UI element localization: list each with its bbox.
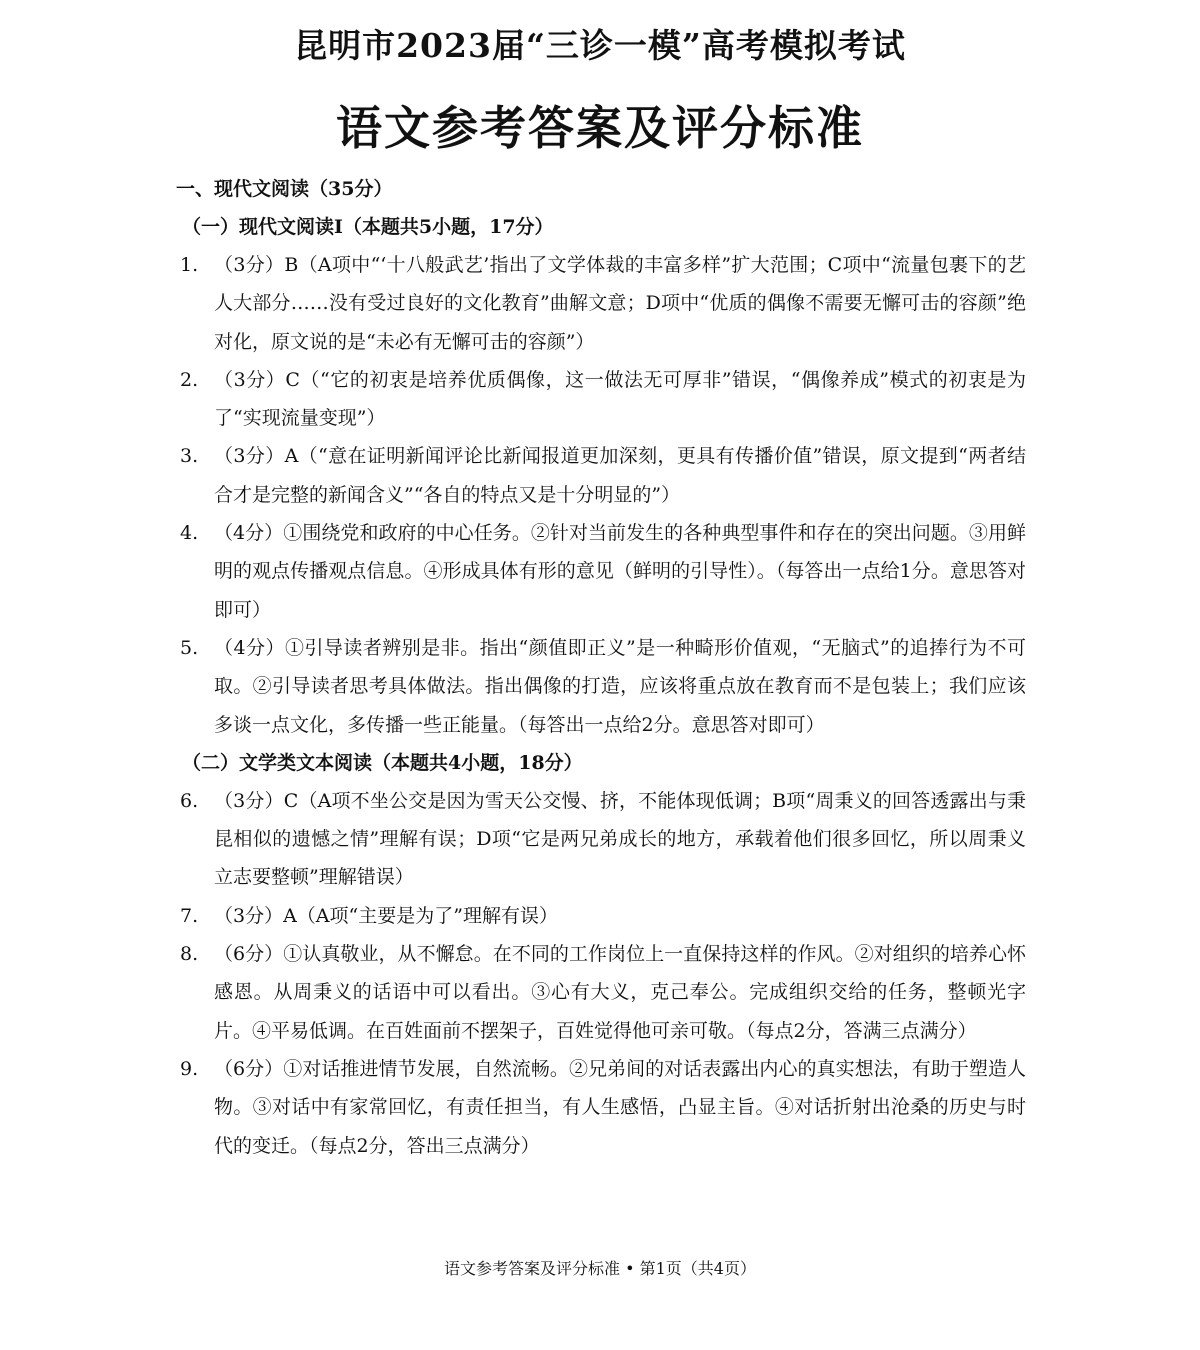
item-number: 8. (180, 943, 199, 966)
item-text: （3分）C（“它的初衷是培养优质偶像，这一做法无可厚非”错误，“偶像养成”模式的初衷是为了“实现流量变现”） (214, 368, 1026, 430)
subsection-heading: （二）文学类文本阅读（本题共4小题，18分） (182, 751, 583, 774)
item-number: 7. (180, 904, 199, 927)
answer-content (176, 170, 1026, 1165)
answer-item (176, 629, 1026, 744)
item-text: （3分）A（“意在证明新闻评论比新闻报道更加深刻，更具有传播价值”错误，原文提到“两者结合才是完整的新闻含义”“各自的特点又是十分明显的”） (214, 445, 1026, 506)
item-number: 3. (180, 445, 199, 468)
answer-item (176, 361, 1026, 438)
item-text: （3分）B（A项中“‘十八般武艺’指出了文学体裁的丰富多样”扩大范围；C项中“流量包裹下的艺人大部分……没有受过良好的文化教育”曲解文意；D项中“优质的偶像不需要无懈可击的容颜”绝对化，原文说的是“未必有无懈可击的容颜”） (214, 254, 1026, 353)
item-number: 1. (180, 254, 199, 276)
answer-item (176, 1050, 1026, 1165)
answer-item (176, 514, 1026, 629)
item-number: 2. (180, 368, 199, 391)
item-text: （4分）①围绕党和政府的中心任务。②针对当前发生的各种典型事件和存在的突出问题。③用鲜明的观点传播观点信息。④形成具体有形的意见（鲜明的引导性）。（每答出一点给1分。意思答对即可） (214, 522, 1026, 621)
item-number: 6. (180, 789, 199, 812)
answer-item (176, 782, 1026, 897)
section-heading: 一、现代文阅读（35分） (176, 178, 393, 200)
item-number: 4. (180, 522, 199, 545)
item-text: （6分）①对话推进情节发展，自然流畅。②兄弟间的对话表露出内心的真实想法，有助于塑造人物。③对话中有家常回忆，有责任担当，有人生感悟，凸显主旨。④对话折射出沧桑的历史与时代的变迁。（每点2分，答出三点满分） (214, 1057, 1026, 1157)
item-text: （6分）①认真敬业，从不懈怠。在不同的工作岗位上一直保持这样的作风。②对组织的培养心怀感恩。从周秉义的话语中可以看出。③心有大义，克己奉公。完成组织交给的任务，整顿光字片。④平易低调。在百姓面前不摆架子，百姓觉得他可亲可敬。（每点2分，答满三点满分） (214, 943, 1026, 1042)
item-text: （4分）①引导读者辨别是非。指出“颜值即正义”是一种畸形价值观，“无脑式”的追捧行为不可取。②引导读者思考具体做法。指出偶像的打造，应该将重点放在教育而不是包装上；我们应该多谈一点文化，多传播一些正能量。（每答出一点给2分。意思答对即可） (214, 636, 1026, 736)
answer-item (176, 935, 1026, 1050)
answer-list-part2 (176, 782, 1026, 1165)
item-number: 9. (180, 1057, 199, 1080)
item-text: （3分）C（A项不坐公交是因为雪天公交慢、挤，不能体现低调；B项“周秉义的回答透露出与秉昆相似的遗憾之情”理解有误；D项“它是两兄弟成长的地方，承载着他们很多回忆，所以周秉义立志要整顿”理解错误） (214, 789, 1026, 889)
item-number: 5. (180, 636, 199, 659)
answer-item (176, 437, 1026, 514)
page-footer: 语文参考答案及评分标准 • 第1页（共4页） (444, 1259, 756, 1278)
answer-item (176, 897, 1026, 935)
subsection-heading: （一）现代文阅读Ⅰ（本题共5小题，17分） (182, 216, 554, 238)
answer-item (176, 246, 1026, 361)
item-text: （3分）A（A项“主要是为了”理解有误） (214, 904, 558, 927)
document-title: 语文参考答案及评分标准 (336, 101, 864, 155)
answer-list-part1 (176, 246, 1026, 744)
exam-title: 昆明市2023届“三诊一模”高考模拟考试 (294, 26, 906, 65)
